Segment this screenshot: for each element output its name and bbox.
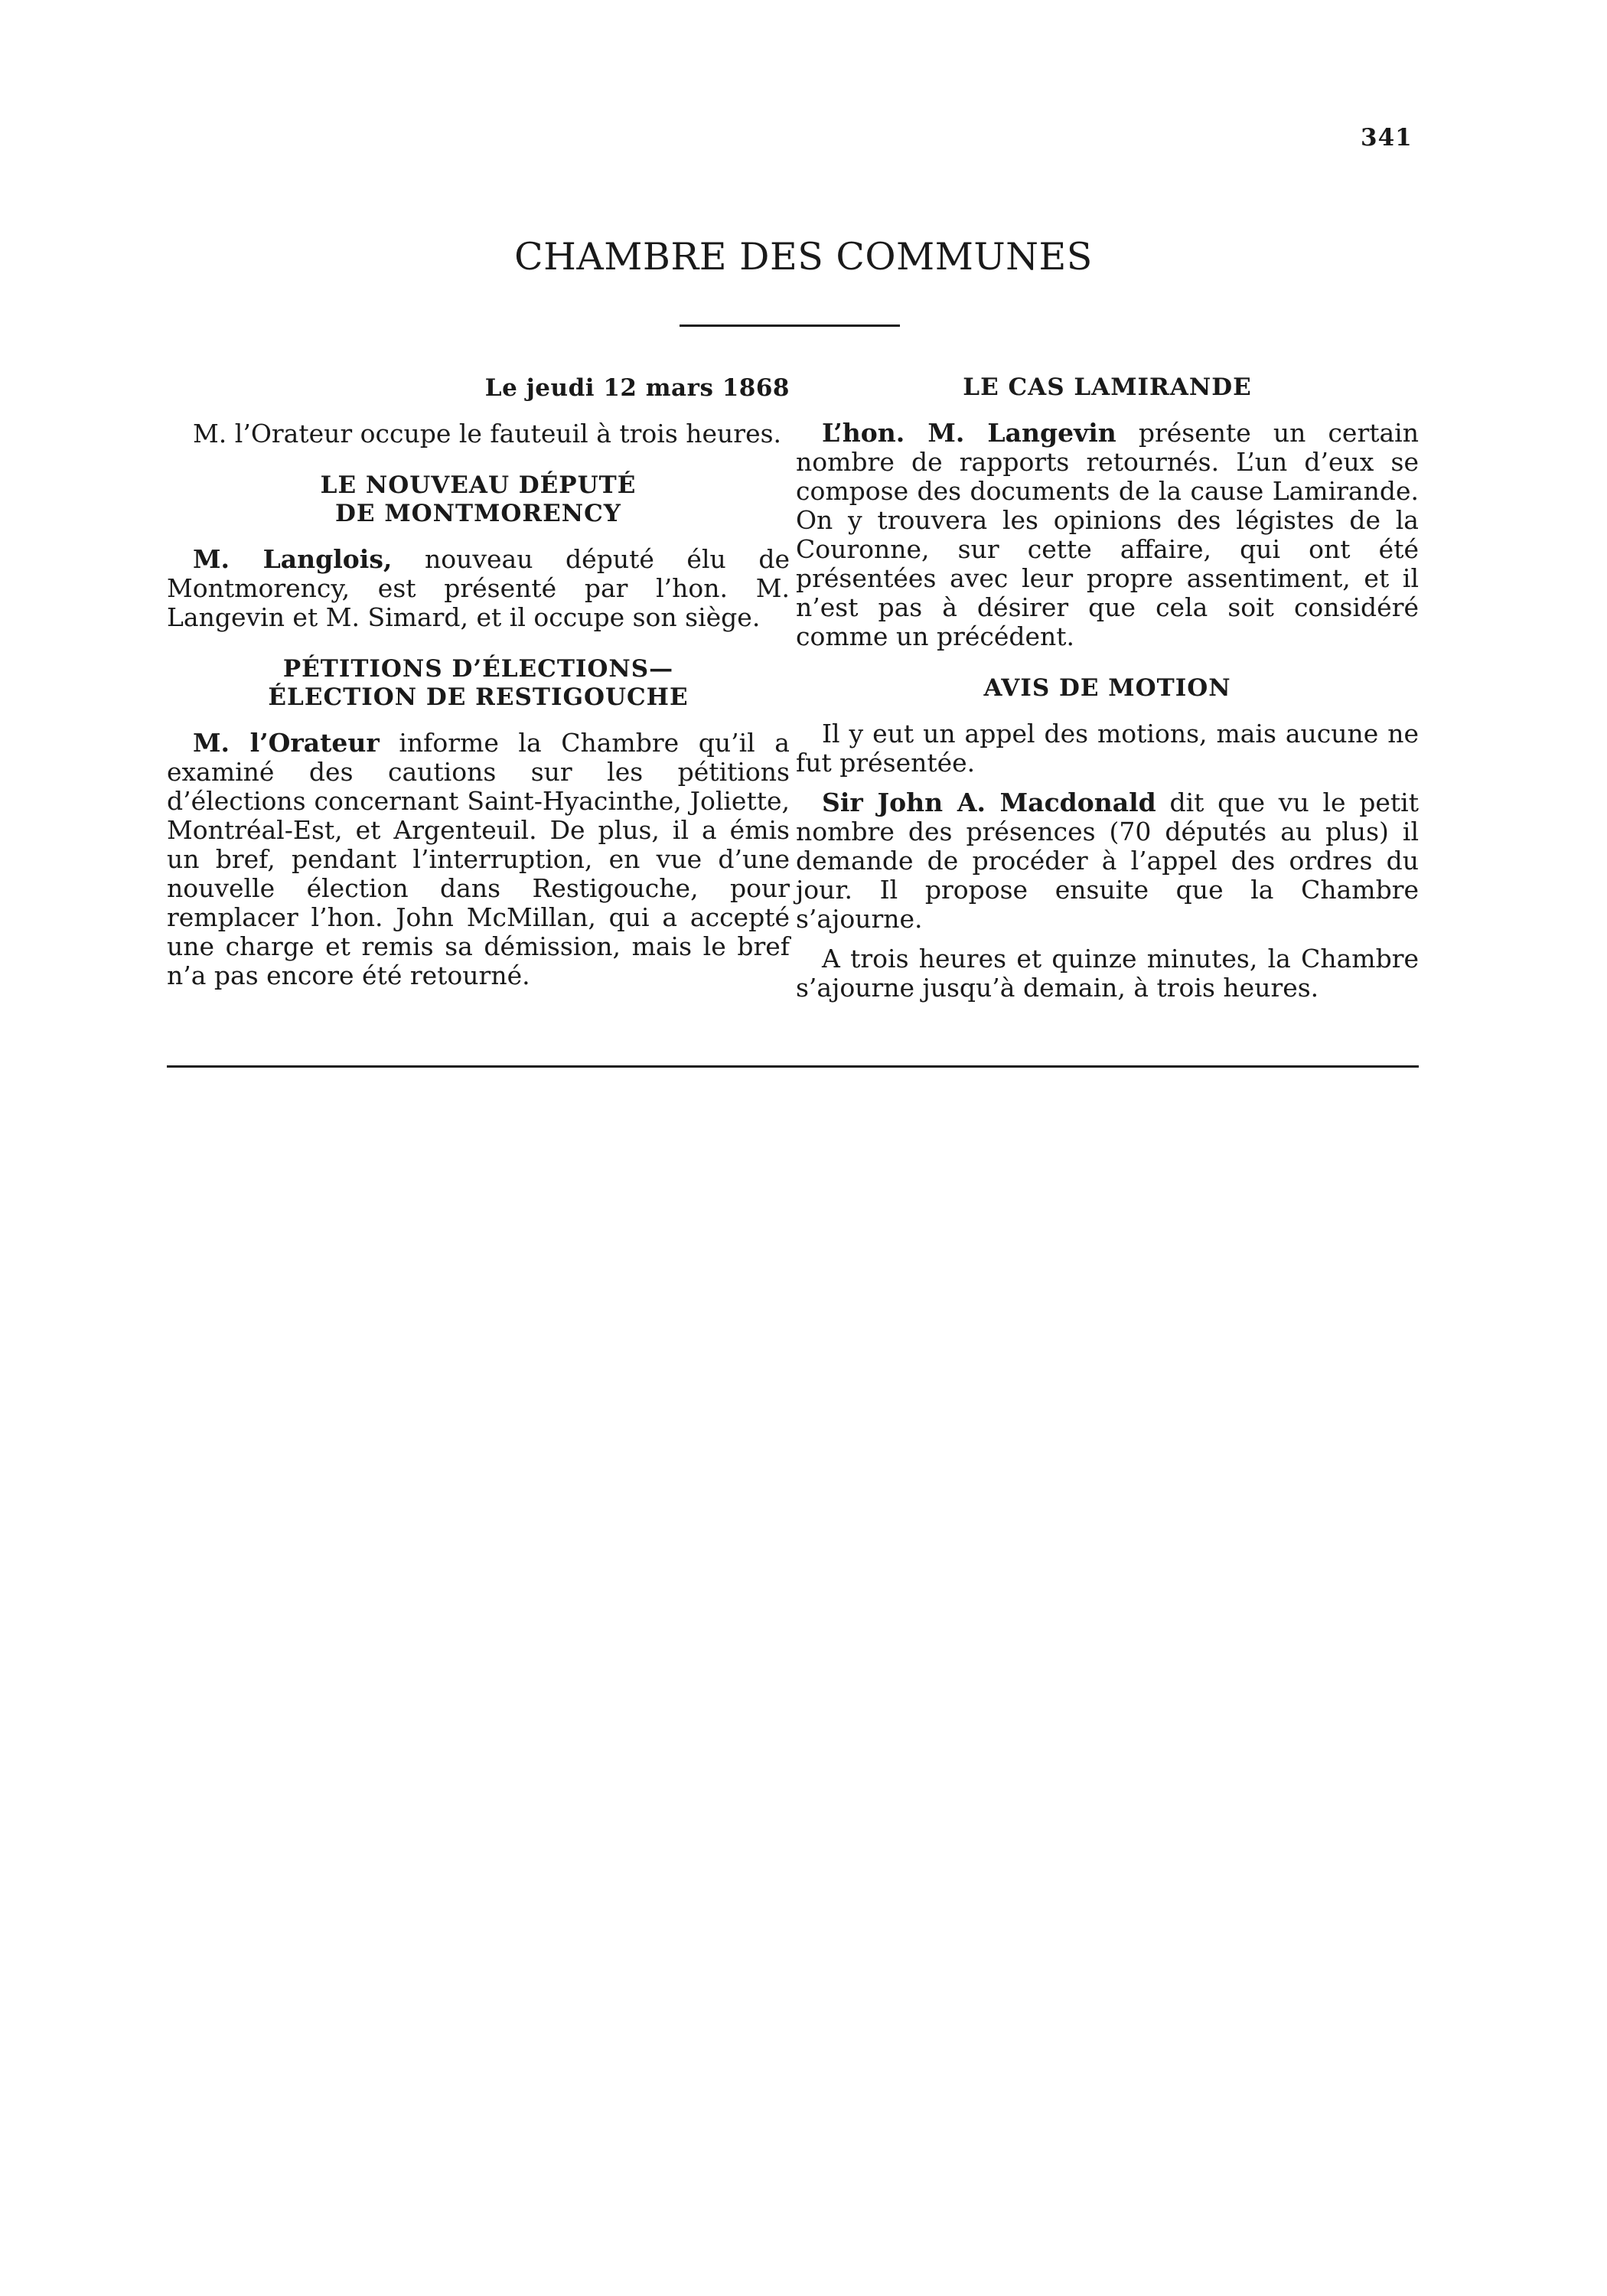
page-number: 341 xyxy=(1361,124,1413,152)
paragraph-text: dit que vu le petit nombre des présences (70 députés au plus) il demande de procéder à l’appel des ordres du jour. Il propose ensuite que la Chambre s’ajourne. xyxy=(796,788,1419,934)
paragraph-langevin xyxy=(796,419,1419,651)
paragraph-macdonald xyxy=(796,788,1419,934)
speaker-name: M. Langlois, xyxy=(193,544,393,574)
paragraph-orateur xyxy=(167,729,790,990)
paragraph-text: informe la Chambre qu’il a examiné des cautions sur les pétitions d’élections concernant Saint-Hyacinthe, Joliette, Montréal-Est, et Argenteuil. De plus, il a émis un bref, pendant l’interruption, en vue d’une nouvelle élection dans Restigouche, pour remplacer l’hon. John McMillan, qui a accepté une charge et remis sa démission, mais le bref n’a pas encore été retourné. xyxy=(167,728,790,990)
paragraph-text: nouveau député élu de Montmorency, est présenté par l’hon. M. Langevin et M. Simard, et il occupe son siège. xyxy=(167,544,790,632)
paragraph-closing: A trois heures et quinze minutes, la Chambre s’ajourne jusqu’à demain, à trois heures. xyxy=(796,944,1419,1003)
paragraph-text: présente un certain nombre de rapports retournés. L’un d’eux se compose des documents de la cause Lamirande. On y trouvera les opinions des légistes de la Couronne, sur cette affaire, qui ont été présentées avec leur propre assentiment, et il n’est pas à désirer que cela soit considéré comme un précédent. xyxy=(796,418,1419,651)
speaker-name: M. l’Orateur xyxy=(193,728,380,758)
dateline: Le jeudi 12 mars 1868 xyxy=(484,374,790,402)
section-heading-avis-motion: AVIS DE MOTION xyxy=(983,674,1231,702)
speaker-name: L’hon. M. Langevin xyxy=(822,418,1116,448)
left-column xyxy=(167,373,790,1001)
section-heading-lamirande: LE CAS LAMIRANDE xyxy=(963,373,1252,401)
right-column xyxy=(796,373,1419,1013)
paragraph-langlois xyxy=(167,545,790,632)
title-divider xyxy=(680,325,900,327)
heading-line: LE NOUVEAU DÉPUTÉ xyxy=(320,471,637,499)
speaker-name: Sir John A. Macdonald xyxy=(822,788,1156,817)
heading-line: DE MONTMORENCY xyxy=(335,500,621,527)
opening-paragraph: M. l’Orateur occupe le fauteuil à trois heures. xyxy=(193,419,782,448)
section-heading-nouveau-depute xyxy=(167,471,790,528)
heading-line: ÉLECTION DE RESTIGOUCHE xyxy=(268,683,689,711)
heading-line: PÉTITIONS D’ÉLECTIONS— xyxy=(282,655,674,683)
page-title: CHAMBRE DES COMMUNES xyxy=(514,235,1093,279)
section-heading-petitions xyxy=(167,655,790,712)
paragraph-motions: Il y eut un appel des motions, mais aucune ne fut présentée. xyxy=(796,719,1419,778)
bottom-divider xyxy=(167,1065,1419,1068)
